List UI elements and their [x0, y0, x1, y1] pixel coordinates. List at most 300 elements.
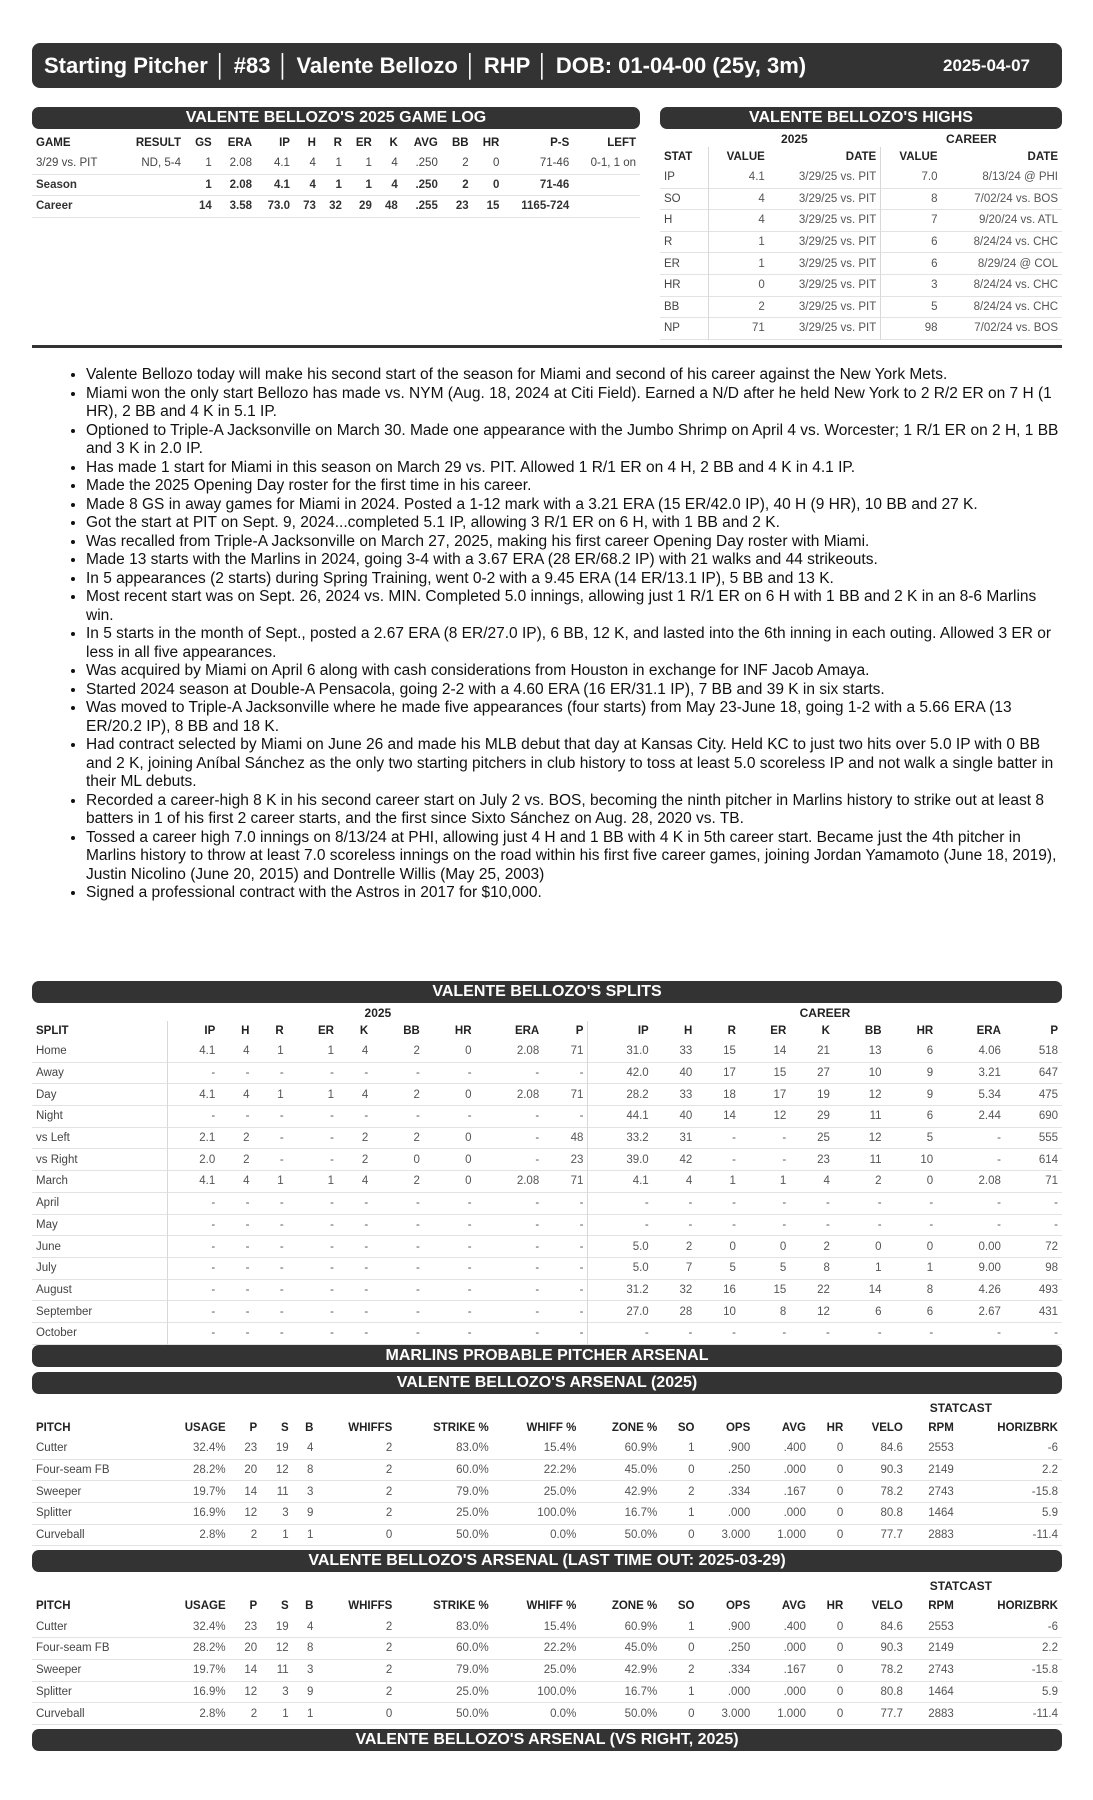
table-cell: 5.0 — [588, 1236, 653, 1258]
column-header: ER — [355, 137, 372, 149]
table-cell: - — [732, 1327, 736, 1340]
table-cell: - — [877, 1197, 882, 1210]
column-header: B — [305, 1600, 314, 1613]
table-cell: Curveball — [36, 1707, 85, 1720]
table-cell: 1 — [282, 1529, 289, 1542]
table-cell: - — [997, 1327, 1001, 1340]
table-cell: 1 — [688, 1620, 695, 1633]
table-cell: 1 — [708, 231, 769, 253]
table-cell: - — [579, 1197, 584, 1210]
table-cell: - — [535, 1218, 540, 1231]
table-cell: - — [279, 1110, 284, 1123]
table-cell: 2149 — [928, 1642, 954, 1655]
table-cell: 22.2% — [543, 1642, 577, 1655]
table-row — [32, 1459, 1062, 1481]
table-cell: 14 — [868, 1283, 882, 1296]
table-cell: 44.1 — [588, 1106, 653, 1128]
table-row — [32, 174, 640, 196]
table-cell: 2 — [385, 1642, 393, 1655]
table-cell: 4.1 — [588, 1171, 653, 1193]
table-cell: 4.1 — [168, 1041, 219, 1062]
table-cell: 25.0% — [543, 1485, 577, 1498]
table-cell: 15.4% — [543, 1442, 577, 1455]
table-cell: - — [732, 1218, 736, 1231]
table-cell: 2 — [708, 296, 769, 318]
highs-group-career: CAREER — [946, 132, 997, 146]
table-cell: - — [279, 1132, 284, 1145]
table-cell: 77.7 — [880, 1707, 903, 1720]
table-cell: 3.000 — [721, 1707, 751, 1720]
table-cell: 80.8 — [880, 1507, 903, 1520]
table-cell: 22 — [817, 1283, 830, 1296]
table-cell: 50.0% — [456, 1529, 489, 1542]
table-cell: 3 — [306, 1664, 314, 1677]
table-cell: 1 — [277, 1175, 284, 1188]
table-cell: 0 — [385, 1529, 393, 1542]
table-cell: Four-seam FB — [36, 1464, 110, 1477]
table-cell: - — [279, 1197, 284, 1210]
table-row — [660, 274, 1062, 296]
table-cell: - — [279, 1262, 284, 1275]
table-cell: 60.0% — [456, 1464, 489, 1477]
column-header: H — [684, 1025, 693, 1037]
table-cell: 32 — [329, 200, 342, 213]
table-cell: Splitter — [36, 1685, 72, 1698]
table-cell: 1 — [327, 1175, 334, 1188]
table-cell: 42.9% — [624, 1664, 658, 1677]
note-item: • Recorded a career-high 8 K in his second career start on July 2 vs. BOS, becoming the ninth pitcher in Marlins history to strike out at least 8 batters in 1 of his first 2 career starts, and the first since Sixto Sánchez on Aug. 28, 2020 vs. TB. — [86, 792, 1060, 829]
table-cell: 2 — [875, 1175, 882, 1188]
column-header: ERA — [976, 1025, 1001, 1037]
table-cell: - — [535, 1327, 540, 1340]
table-cell: - — [245, 1067, 250, 1080]
table-cell — [119, 196, 185, 218]
table-cell — [119, 174, 185, 196]
table-cell: Career — [36, 200, 73, 213]
table-row — [32, 1703, 1062, 1725]
table-cell: 78.2 — [880, 1485, 903, 1498]
table-cell: 3.000 — [721, 1529, 751, 1542]
table-cell: 50.0% — [624, 1707, 658, 1720]
table-row — [32, 1236, 1062, 1258]
table-cell: 32.4% — [193, 1620, 226, 1633]
column-header: USAGE — [184, 1422, 226, 1434]
column-header: K — [389, 137, 398, 149]
table-cell: 8/29/24 @ COL — [977, 257, 1058, 270]
table-cell: 2 — [385, 1464, 393, 1477]
table-cell: 12 — [275, 1642, 289, 1655]
table-cell: 12 — [244, 1507, 258, 1520]
report-header — [32, 43, 1062, 88]
table-row — [32, 1171, 1062, 1193]
table-cell: - — [168, 1279, 219, 1301]
table-cell: 3 — [282, 1507, 289, 1520]
table-cell: 14 — [773, 1045, 787, 1058]
table-cell: - — [330, 1327, 334, 1340]
table-row — [32, 1503, 1062, 1525]
splits-title: VALENTE BELLOZO'S SPLITS — [32, 981, 1062, 1003]
arsenal-2025-table — [32, 1418, 1062, 1546]
column-header: ZONE % — [611, 1422, 658, 1434]
table-cell: .000 — [783, 1507, 806, 1520]
table-cell: - — [826, 1327, 830, 1340]
table-cell: - — [467, 1283, 472, 1296]
table-cell: 3/29/25 vs. PIT — [798, 257, 877, 270]
table-cell: 1 — [335, 157, 342, 170]
table-cell: 71 — [570, 1175, 584, 1188]
table-cell: 23 — [244, 1620, 258, 1633]
table-cell: 71 — [570, 1088, 584, 1101]
table-cell: Four-seam FB — [36, 1642, 110, 1655]
table-cell: 6 — [881, 253, 942, 275]
table-cell: 23 — [570, 1153, 584, 1166]
table-cell: September — [36, 1305, 93, 1318]
table-cell: 8/24/24 vs. CHC — [973, 300, 1058, 313]
table-cell: 31.0 — [588, 1041, 653, 1062]
table-cell: 4.26 — [978, 1283, 1001, 1296]
table-cell: - — [535, 1197, 540, 1210]
table-cell: vs Right — [36, 1153, 78, 1166]
table-cell: 5.9 — [1042, 1507, 1058, 1520]
table-cell: 90.3 — [880, 1642, 903, 1655]
table-cell: - — [588, 1214, 653, 1236]
table-cell: 77.7 — [880, 1529, 903, 1542]
table-cell: 16 — [723, 1283, 736, 1296]
column-header: H — [241, 1025, 250, 1037]
table-row — [32, 1322, 1062, 1344]
table-cell: 0 — [875, 1240, 882, 1253]
table-cell: 14 — [198, 200, 212, 213]
table-cell: 1 — [277, 1045, 284, 1058]
table-cell: - — [782, 1218, 787, 1231]
statcast-label-2025: STATCAST — [929, 1401, 992, 1415]
table-cell: 2 — [823, 1240, 830, 1253]
table-cell: 4 — [361, 1045, 369, 1058]
table-cell: .900 — [727, 1442, 751, 1455]
column-header: S — [280, 1422, 289, 1434]
table-cell: 8 — [779, 1305, 787, 1318]
table-cell: 4 — [243, 1088, 250, 1101]
table-row — [32, 1301, 1062, 1323]
table-cell: - — [732, 1197, 736, 1210]
column-header: DATE — [845, 151, 877, 163]
table-cell: - — [688, 1327, 693, 1340]
column-header: R — [275, 1025, 284, 1037]
table-cell: 0 — [779, 1240, 787, 1253]
table-cell: 23 — [817, 1153, 830, 1166]
table-cell: 71 — [708, 318, 769, 340]
table-cell: 0 — [926, 1240, 934, 1253]
game-log-table — [32, 133, 640, 218]
table-cell: 7 — [685, 1262, 693, 1275]
table-cell: 3 — [881, 274, 942, 296]
table-cell: 4 — [309, 157, 316, 170]
table-cell: 2553 — [928, 1620, 954, 1633]
table-cell: - — [997, 1153, 1001, 1166]
table-cell: 73 — [303, 200, 316, 213]
table-row — [32, 1062, 1062, 1084]
arsenal-2025-title: VALENTE BELLOZO'S ARSENAL (2025) — [32, 1372, 1062, 1394]
table-cell: 7 — [881, 210, 942, 232]
table-cell: 33 — [679, 1045, 693, 1058]
table-cell: 98 — [1045, 1262, 1058, 1275]
table-cell: 22.2% — [543, 1464, 577, 1477]
table-row — [32, 1084, 1062, 1106]
table-cell: 1 — [306, 1529, 314, 1542]
table-cell: 2.2 — [1042, 1642, 1058, 1655]
table-cell: 12 — [868, 1132, 882, 1145]
table-cell: 2 — [385, 1685, 393, 1698]
table-cell: 78.2 — [880, 1664, 903, 1677]
table-cell: 3/29/25 vs. PIT — [798, 236, 877, 249]
table-cell: 2.67 — [978, 1305, 1001, 1318]
table-cell: 0 — [836, 1664, 844, 1677]
table-row — [660, 167, 1062, 188]
table-cell: 3.58 — [229, 200, 253, 213]
table-cell: Cutter — [36, 1442, 68, 1455]
table-cell: 5.0 — [588, 1257, 653, 1279]
column-header: P-S — [550, 137, 570, 149]
column-header: AVG — [413, 137, 438, 149]
table-cell: Night — [36, 1110, 63, 1123]
table-cell: 100.0% — [537, 1685, 577, 1698]
table-cell: -6 — [1047, 1442, 1058, 1455]
table-cell: June — [36, 1240, 61, 1253]
table-cell: 5 — [779, 1262, 787, 1275]
table-cell: - — [279, 1305, 284, 1318]
table-cell: 14 — [244, 1664, 258, 1677]
note-item: • Miami won the only start Bellozo has made vs. NYM (Aug. 18, 2024 at Citi Field). Earned a N/D after he held New York to 2 R/2 ER on 7 H (1 HR), 2 BB and 4 K in 5.1 IP. — [86, 385, 1060, 422]
table-cell: -11.4 — [1032, 1529, 1058, 1542]
table-cell: BB — [664, 300, 680, 313]
table-cell: 5 — [926, 1132, 934, 1145]
table-cell: 0 — [688, 1642, 695, 1655]
table-cell: 1 — [365, 178, 372, 191]
table-cell: Away — [36, 1067, 64, 1080]
column-header: HR — [482, 137, 500, 149]
table-cell: 16.7% — [624, 1507, 658, 1520]
table-cell: - — [929, 1218, 934, 1231]
table-cell: - — [782, 1153, 787, 1166]
table-cell: - — [364, 1262, 369, 1275]
table-cell: 2.08 — [516, 1175, 540, 1188]
table-cell: - — [364, 1110, 369, 1123]
table-cell: October — [36, 1327, 77, 1340]
highs-table — [660, 131, 1062, 340]
table-cell: - — [330, 1305, 334, 1318]
table-cell: 10 — [723, 1305, 736, 1318]
table-cell: 71 — [570, 1045, 584, 1058]
table-cell: - — [416, 1327, 420, 1340]
table-cell: 40 — [679, 1067, 693, 1080]
table-cell: 2.08 — [978, 1175, 1001, 1188]
table-cell: 17 — [723, 1067, 736, 1080]
table-cell: 4.1 — [168, 1171, 219, 1193]
table-cell: 3/29/25 vs. PIT — [798, 192, 877, 205]
note-item: • Most recent start was on Sept. 26, 2024 vs. MIN. Completed 5.0 innings, allowing just 1 R/1 ER on 6 H with 1 BB and 2 K in an 8-6 Marlins win. — [86, 588, 1060, 625]
table-cell: 475 — [1038, 1088, 1058, 1101]
table-cell: 3/29/25 vs. PIT — [798, 322, 877, 335]
table-cell: 25.0% — [543, 1664, 577, 1677]
table-cell: 0 — [465, 1045, 472, 1058]
table-cell: - — [997, 1197, 1001, 1210]
table-cell: - — [467, 1110, 472, 1123]
column-header: R — [727, 1025, 736, 1037]
column-header: SPLIT — [36, 1025, 69, 1037]
table-cell: 2 — [413, 1175, 420, 1188]
table-cell: 13 — [868, 1045, 882, 1058]
table-cell: - — [929, 1327, 934, 1340]
table-cell: 4 — [391, 178, 398, 191]
table-row — [32, 196, 640, 218]
column-header: OPS — [725, 1600, 751, 1613]
note-item: • Got the start at PIT on Sept. 9, 2024...completed 5.1 IP, allowing 3 R/1 ER on 6 H, with 1 BB and 2 K. — [86, 514, 1060, 533]
table-cell: 15 — [723, 1045, 736, 1058]
table-cell: 90.3 — [880, 1464, 903, 1477]
table-cell: - — [535, 1067, 540, 1080]
table-cell: 23 — [455, 200, 469, 213]
table-cell: - — [168, 1257, 219, 1279]
table-cell: 27 — [817, 1067, 830, 1080]
table-cell: - — [330, 1262, 334, 1275]
table-cell: 73.0 — [267, 200, 290, 213]
note-item: • Was recalled from Triple-A Jacksonville on March 27, 2025, making his first career Opening Day roster with Miami. — [86, 533, 1060, 552]
table-cell: 1 — [688, 1442, 695, 1455]
table-cell: vs Left — [36, 1132, 70, 1145]
table-cell: 3 — [282, 1685, 289, 1698]
table-cell: Sweeper — [36, 1664, 82, 1677]
table-cell: - — [168, 1301, 219, 1323]
table-cell: 83.0% — [456, 1442, 489, 1455]
column-header: ER — [318, 1025, 334, 1037]
table-cell: - — [579, 1067, 584, 1080]
table-cell: 3/29/25 vs. PIT — [798, 279, 877, 292]
table-cell: ER — [664, 257, 680, 270]
table-cell: 9/20/24 vs. ATL — [978, 214, 1058, 227]
table-cell: 2.0 — [168, 1149, 219, 1171]
table-cell: Day — [36, 1088, 57, 1101]
table-cell: - — [997, 1132, 1001, 1145]
table-cell: 1 — [306, 1707, 314, 1720]
table-cell: 80.8 — [880, 1685, 903, 1698]
table-cell: 28.2% — [193, 1464, 226, 1477]
table-cell: HR — [664, 279, 681, 292]
table-cell: - — [364, 1218, 369, 1231]
table-cell: - — [535, 1240, 540, 1253]
table-cell: 1 — [205, 178, 212, 191]
table-cell: 10 — [920, 1153, 934, 1166]
table-cell: 0 — [385, 1707, 393, 1720]
table-cell: 2 — [385, 1507, 393, 1520]
table-cell: 2 — [243, 1153, 250, 1166]
table-cell: March — [36, 1175, 68, 1188]
table-cell: .000 — [727, 1507, 751, 1520]
table-cell: 5.9 — [1042, 1685, 1058, 1698]
table-cell: Cutter — [36, 1620, 68, 1633]
table-cell: 10 — [868, 1067, 882, 1080]
table-cell: -11.4 — [1032, 1707, 1058, 1720]
table-cell: 33 — [679, 1088, 693, 1101]
table-cell: 5.34 — [978, 1088, 1001, 1101]
table-cell: 18 — [723, 1088, 736, 1101]
column-header: STRIKE % — [433, 1422, 489, 1434]
table-cell: .900 — [727, 1620, 751, 1633]
table-cell: 8 — [306, 1464, 314, 1477]
table-cell: 15 — [773, 1067, 787, 1080]
table-cell: 19 — [275, 1442, 289, 1455]
table-cell: 2883 — [928, 1707, 954, 1720]
table-cell: 0 — [492, 178, 500, 191]
column-header: IP — [279, 137, 290, 149]
column-header: PITCH — [36, 1600, 71, 1613]
table-cell: 11 — [276, 1664, 289, 1677]
column-header: P — [249, 1422, 258, 1434]
table-cell: - — [364, 1197, 369, 1210]
highs-section — [660, 107, 1062, 340]
table-cell: 2 — [361, 1132, 369, 1145]
column-header: WHIFFS — [348, 1600, 393, 1613]
table-cell: 60.9% — [624, 1442, 658, 1455]
table-cell: - — [877, 1218, 882, 1231]
note-item: • Was moved to Triple-A Jacksonville where he made five appearances (four starts) from May 23-June 18, going 1-2 with a 5.66 ERA (13 ER/20.2 IP), 8 BB and 18 K. — [86, 699, 1060, 736]
column-header: VALUE — [881, 147, 942, 167]
table-cell: 25.0% — [456, 1507, 489, 1520]
table-cell: Splitter — [36, 1507, 72, 1520]
table-cell: 0.0% — [550, 1707, 577, 1720]
column-header: STRIKE % — [433, 1600, 489, 1613]
table-cell: - — [330, 1197, 334, 1210]
column-header: B — [305, 1422, 314, 1434]
table-cell: 9.00 — [978, 1262, 1001, 1275]
table-cell: - — [826, 1197, 830, 1210]
table-cell: 12 — [275, 1464, 289, 1477]
column-header: RPM — [928, 1422, 954, 1434]
table-cell: 4 — [309, 178, 316, 191]
table-cell: 4 — [306, 1620, 314, 1633]
column-header: DATE — [1027, 151, 1058, 163]
table-row — [660, 318, 1062, 340]
column-header: OPS — [725, 1422, 751, 1434]
column-header: P — [1050, 1025, 1058, 1037]
table-row — [660, 210, 1062, 232]
table-cell: 8 — [306, 1642, 314, 1655]
table-cell: 3/29/25 vs. PIT — [798, 300, 877, 313]
highs-title: VALENTE BELLOZO'S HIGHS — [660, 107, 1062, 129]
table-cell: 29 — [359, 200, 372, 213]
table-cell: April — [36, 1197, 60, 1210]
table-cell: 100.0% — [537, 1507, 577, 1520]
table-cell: 0 — [836, 1642, 844, 1655]
table-cell: - — [364, 1067, 369, 1080]
table-cell: 6 — [926, 1045, 934, 1058]
notes-section — [60, 366, 1060, 903]
table-cell: 1165-724 — [521, 200, 570, 213]
table-cell: - — [588, 1322, 653, 1344]
table-cell: 12 — [244, 1685, 258, 1698]
table-cell: 4 — [243, 1045, 250, 1058]
column-header: VELO — [871, 1422, 903, 1434]
table-cell: 31 — [679, 1132, 693, 1145]
table-cell: 2149 — [928, 1464, 954, 1477]
table-cell: - — [168, 1322, 219, 1344]
table-cell: 15 — [486, 200, 500, 213]
column-header: WHIFF % — [526, 1422, 577, 1434]
table-cell: 2.08 — [229, 178, 253, 191]
column-header: HR — [826, 1422, 844, 1434]
table-cell: 3 — [306, 1485, 314, 1498]
table-cell: 2 — [385, 1442, 393, 1455]
table-cell: 12 — [773, 1110, 787, 1123]
